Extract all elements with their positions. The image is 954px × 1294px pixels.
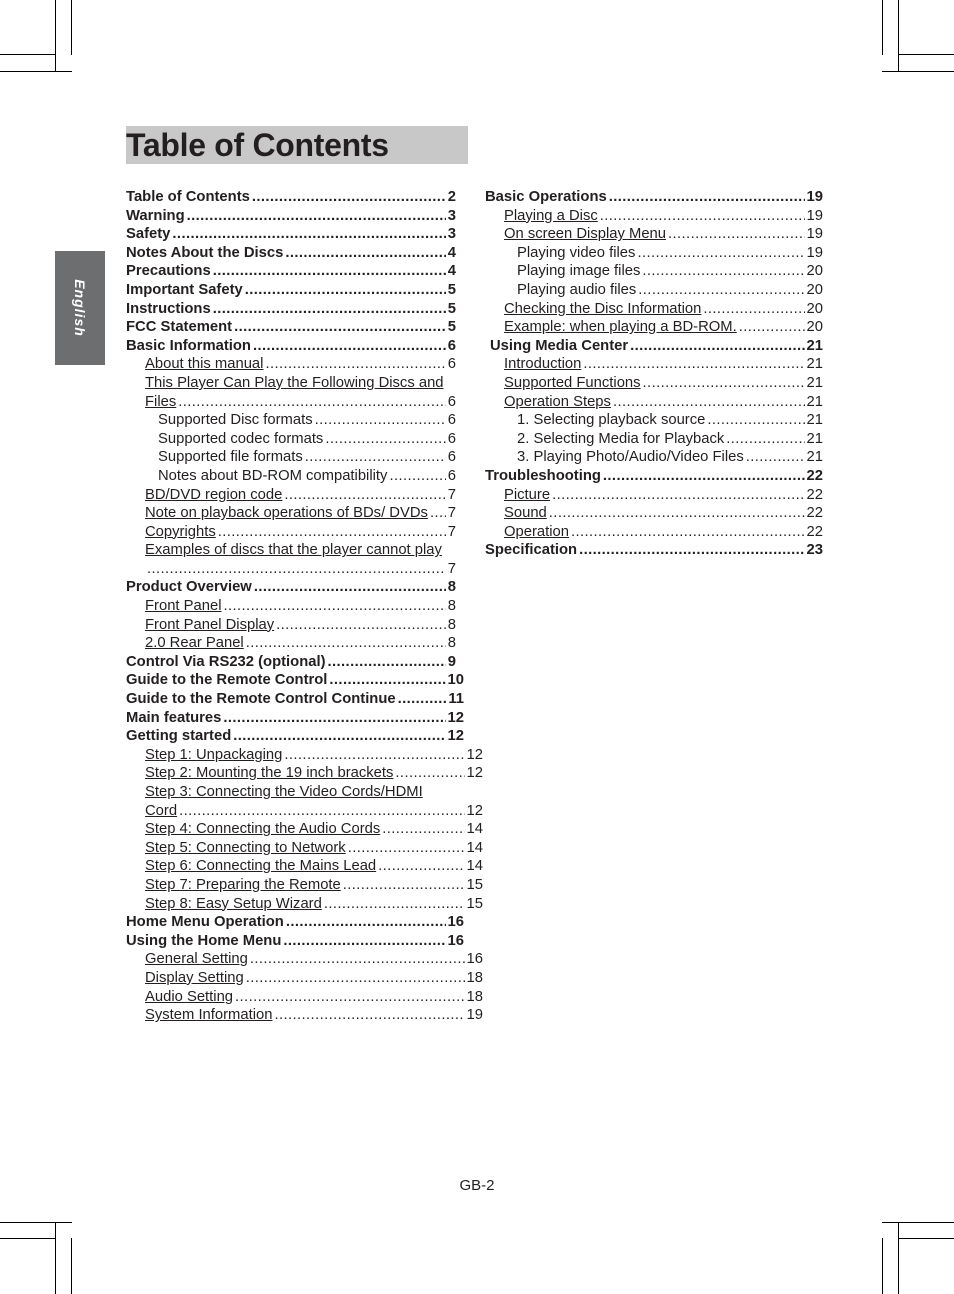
dot-leader — [284, 486, 445, 505]
dot-leader — [583, 355, 804, 374]
toc-entry[interactable] — [126, 318, 456, 337]
toc-entry-page: 15 — [466, 895, 483, 912]
crop-mark — [0, 1222, 72, 1223]
dot-leader — [637, 244, 804, 263]
toc-entry-label: Home Menu Operation — [126, 914, 284, 931]
toc-entry-label: Audio Setting — [145, 988, 234, 1005]
toc-entry[interactable] — [485, 411, 823, 430]
toc-entry[interactable] — [485, 448, 823, 467]
toc-entry-page: 4 — [447, 244, 456, 261]
toc-entry-page: 6 — [447, 337, 456, 354]
toc-entry-label: Playing a Disc — [504, 207, 598, 224]
toc-entry-page: 6 — [447, 412, 456, 429]
dot-leader — [147, 560, 446, 579]
toc-entry-page: 9 — [447, 653, 456, 670]
dot-leader — [739, 318, 805, 337]
toc-entry-page: 14 — [466, 858, 483, 875]
toc-entry[interactable] — [126, 616, 456, 635]
dot-leader — [552, 486, 804, 505]
crop-mark — [899, 1238, 954, 1239]
dot-leader — [253, 337, 446, 356]
toc-entry[interactable] — [126, 504, 456, 523]
toc-entry[interactable] — [485, 486, 823, 505]
crop-mark — [0, 71, 72, 72]
toc-entry-page: 16 — [466, 951, 483, 968]
toc-entry-page: 14 — [466, 839, 483, 856]
toc-entry[interactable] — [126, 225, 456, 244]
crop-mark — [71, 0, 72, 55]
toc-entry[interactable] — [126, 207, 456, 226]
toc-entry[interactable] — [485, 318, 823, 337]
dot-leader — [233, 727, 445, 746]
toc-entry[interactable] — [126, 393, 456, 412]
toc-entry-label: Checking the Disc Information — [504, 300, 702, 317]
toc-entry-label: Supported Functions — [504, 374, 641, 391]
toc-entry-label: System Information — [145, 1007, 273, 1024]
toc-entry[interactable] — [126, 486, 456, 505]
dot-leader — [286, 913, 446, 932]
dot-leader — [246, 969, 465, 988]
toc-entry[interactable] — [485, 355, 823, 374]
toc-entry-page: 16 — [447, 914, 464, 931]
toc-entry[interactable] — [126, 895, 483, 914]
toc-entry-label: Examples of discs that the player cannot play — [145, 542, 442, 559]
toc-entry-label: Note on playback operations of BDs/ DVDs — [145, 505, 428, 522]
toc-entry-page: 3 — [447, 226, 456, 243]
toc-entry-label: Supported file formats — [158, 449, 303, 466]
dot-leader — [325, 430, 445, 449]
toc-entry-page: 5 — [447, 281, 456, 298]
toc-entry[interactable] — [126, 355, 456, 374]
crop-mark — [898, 1222, 899, 1294]
toc-entry-page: 7 — [447, 560, 456, 577]
dot-leader — [285, 244, 445, 263]
toc-entry[interactable] — [485, 188, 823, 207]
toc-entry-label: About this manual — [145, 356, 264, 373]
toc-entry-label: Playing image files — [517, 263, 641, 280]
dot-leader — [265, 355, 445, 374]
dot-leader — [213, 300, 446, 319]
toc-entry-label: Files — [145, 393, 177, 410]
toc-entry[interactable] — [126, 802, 483, 821]
toc-entry[interactable] — [126, 671, 464, 690]
toc-entry-label: Step 7: Preparing the Remote — [145, 876, 341, 893]
dot-leader — [235, 988, 465, 1007]
dot-leader — [178, 393, 446, 412]
toc-entry-page: 20 — [806, 263, 823, 280]
toc-entry-label: Step 4: Connecting the Audio Cords — [145, 821, 381, 838]
toc-entry[interactable] — [126, 839, 483, 858]
toc-entry[interactable] — [485, 523, 823, 542]
toc-entry-page: 21 — [806, 412, 823, 429]
toc-entry-label: Copyrights — [145, 523, 216, 540]
toc-entry-label: Operation — [504, 523, 569, 540]
toc-entry-label: 3. Playing Photo/Audio/Video Files — [517, 449, 744, 466]
toc-entry[interactable] — [126, 783, 483, 802]
toc-entry-label: Important Safety — [126, 281, 243, 298]
toc-entry[interactable] — [126, 820, 483, 839]
toc-entry-label: Step 5: Connecting to Network — [145, 839, 346, 856]
dot-leader — [213, 262, 446, 281]
dot-leader — [328, 653, 446, 672]
toc-entry-label: Guide to the Remote Control Continue — [126, 691, 396, 708]
toc-entry-page: 6 — [447, 449, 456, 466]
dot-leader — [395, 764, 464, 783]
toc-entry-label: Step 3: Connecting the Video Cords/HDMI — [145, 784, 423, 800]
toc-entry[interactable] — [126, 467, 456, 486]
toc-entry-page: 22 — [806, 486, 823, 503]
dot-leader — [630, 337, 804, 356]
toc-entry[interactable] — [126, 764, 483, 783]
toc-entry-page: 19 — [806, 244, 823, 261]
dot-leader — [609, 188, 805, 207]
toc-entry[interactable] — [126, 969, 483, 988]
crop-mark — [899, 54, 954, 55]
toc-entry-label: General Setting — [145, 951, 248, 968]
toc-entry-label: Product Overview — [126, 579, 252, 596]
dot-leader — [703, 300, 804, 319]
toc-entry[interactable] — [485, 467, 823, 486]
dot-leader — [224, 597, 446, 616]
toc-entry-label: Picture — [504, 486, 551, 503]
dot-leader — [348, 839, 465, 858]
toc-entry-page: 19 — [806, 189, 823, 205]
toc-entry-page: 15 — [466, 876, 483, 893]
toc-entry-label: Using the Home Menu — [126, 932, 282, 949]
toc-entry-page: 10 — [447, 672, 464, 689]
toc-entry-page: 5 — [447, 300, 456, 317]
dot-leader — [179, 802, 464, 821]
toc-entry-page: 6 — [447, 430, 456, 447]
toc-entry-page: 16 — [447, 932, 464, 949]
dot-leader — [315, 411, 446, 430]
toc-entry-page: 12 — [466, 802, 483, 819]
dot-leader — [329, 671, 445, 690]
toc-entry-page: 8 — [447, 598, 456, 615]
toc-entry-page: 6 — [447, 467, 456, 484]
dot-leader — [324, 895, 465, 914]
dot-leader — [642, 262, 804, 281]
dot-leader — [284, 746, 464, 765]
crop-mark — [55, 1222, 56, 1294]
toc-entry-label: Notes about BD-ROM compatibility — [158, 467, 388, 484]
dot-leader — [579, 541, 804, 560]
toc-entry[interactable] — [126, 876, 483, 895]
toc-entry[interactable] — [126, 597, 456, 616]
toc-entry-page: 20 — [806, 319, 823, 336]
toc-entry[interactable] — [485, 393, 823, 412]
toc-entry-page: 8 — [447, 579, 456, 596]
toc-entry-label: Step 6: Connecting the Mains Lead — [145, 858, 377, 875]
dot-leader — [398, 690, 447, 709]
dot-leader — [245, 281, 446, 300]
page-number: GB-2 — [459, 1177, 495, 1194]
toc-entry-page: 14 — [466, 821, 483, 838]
dot-leader — [218, 523, 446, 542]
toc-entry-label: 1. Selecting playback source — [517, 412, 706, 429]
dot-leader — [571, 523, 805, 542]
toc-entry[interactable] — [126, 188, 456, 207]
toc-entry-label: Control Via RS232 (optional) — [126, 653, 326, 670]
toc-right-column — [485, 188, 823, 560]
dot-leader — [707, 411, 804, 430]
toc-entry[interactable] — [485, 244, 823, 263]
dot-leader — [378, 857, 464, 876]
crop-mark — [71, 1238, 72, 1294]
toc-entry-label: Main features — [126, 709, 222, 726]
toc-entry-label: Front Panel — [145, 598, 222, 615]
toc-entry[interactable] — [126, 281, 456, 300]
toc-entry[interactable] — [485, 337, 823, 356]
toc-entry-label: Warning — [126, 207, 185, 224]
toc-entry-label: Precautions — [126, 263, 211, 280]
dot-leader — [305, 448, 446, 467]
toc-entry-label: Guide to the Remote Control — [126, 672, 328, 689]
toc-entry[interactable] — [485, 262, 823, 281]
crop-mark — [882, 1238, 883, 1294]
page-title: Table of Contents — [126, 127, 389, 163]
toc-entry[interactable] — [126, 374, 456, 393]
toc-entry-page: 19 — [466, 1007, 483, 1024]
toc-entry-page: 6 — [447, 356, 456, 373]
dot-leader — [549, 504, 805, 523]
toc-entry-label: Sound — [504, 505, 547, 522]
toc-entry-page: 5 — [447, 319, 456, 336]
toc-entry-page: 19 — [806, 226, 823, 243]
toc-entry-label: 2.0 Rear Panel — [145, 635, 244, 652]
toc-entry-page: 11 — [448, 691, 464, 708]
crop-mark — [0, 1238, 55, 1239]
dot-leader — [283, 932, 445, 951]
dot-leader — [343, 876, 465, 895]
toc-entry-label: Notes About the Discs — [126, 244, 284, 261]
toc-entry-page: 8 — [447, 635, 456, 652]
toc-entry[interactable] — [126, 523, 456, 542]
toc-entry-page: 21 — [806, 374, 823, 391]
toc-entry-label: FCC Statement — [126, 319, 233, 336]
toc-entry-page: 21 — [806, 430, 823, 447]
crop-mark — [55, 0, 56, 72]
dot-leader — [276, 616, 446, 635]
toc-entry[interactable] — [126, 690, 464, 709]
toc-entry-label: Table of Contents — [126, 189, 250, 205]
toc-entry[interactable] — [485, 281, 823, 300]
dot-leader — [643, 374, 805, 393]
toc-entry-page: 6 — [447, 393, 456, 410]
toc-entry-label: Troubleshooting — [485, 467, 601, 484]
toc-entry-page: 22 — [806, 467, 823, 484]
toc-entry-page: 23 — [806, 542, 823, 559]
toc-entry[interactable] — [126, 709, 464, 728]
toc-entry[interactable] — [126, 300, 456, 319]
toc-entry-label: Basic Operations — [485, 189, 607, 205]
toc-entry[interactable] — [126, 950, 483, 969]
toc-entry-label: Front Panel Display — [145, 616, 275, 633]
toc-entry-page: 8 — [447, 616, 456, 633]
toc-entry[interactable] — [126, 932, 464, 951]
toc-entry[interactable] — [126, 578, 456, 597]
toc-entry-page: 22 — [806, 523, 823, 540]
toc-entry[interactable] — [126, 541, 456, 560]
toc-entry-label: Instructions — [126, 300, 211, 317]
toc-entry-label: Getting started — [126, 728, 232, 745]
toc-entry-page: 21 — [806, 337, 823, 354]
toc-entry-page: 12 — [466, 746, 483, 763]
toc-entry[interactable] — [126, 634, 456, 653]
toc-entry-label: Using Media Center — [490, 337, 629, 354]
dot-leader — [638, 281, 804, 300]
toc-entry[interactable] — [485, 504, 823, 523]
dot-leader — [223, 709, 445, 728]
toc-entry-label: Step 8: Easy Setup Wizard — [145, 895, 322, 912]
toc-entry-label: Example: when playing a BD-ROM. — [504, 319, 737, 336]
toc-entry[interactable] — [126, 430, 456, 449]
toc-entry-page: 12 — [466, 765, 483, 782]
dot-leader — [726, 430, 804, 449]
dot-leader — [430, 504, 446, 523]
toc-entry[interactable] — [126, 653, 456, 672]
dot-leader — [746, 448, 805, 467]
dot-leader — [274, 1006, 464, 1025]
toc-entry[interactable] — [126, 411, 456, 430]
crop-mark — [882, 0, 883, 55]
toc-entry-label: Playing video files — [517, 244, 636, 261]
dot-leader — [172, 225, 445, 244]
toc-entry[interactable] — [126, 1006, 483, 1025]
toc-entry-page: 20 — [806, 281, 823, 298]
dot-leader — [382, 820, 464, 839]
toc-entry[interactable] — [485, 374, 823, 393]
toc-entry[interactable] — [485, 300, 823, 319]
toc-entry-label: Playing audio files — [517, 281, 637, 298]
toc-entry[interactable] — [126, 337, 456, 356]
toc-entry-page: 19 — [806, 207, 823, 224]
toc-entry[interactable] — [126, 244, 456, 263]
toc-entry-page: 7 — [447, 523, 456, 540]
toc-entry[interactable] — [126, 560, 456, 579]
toc-entry[interactable] — [126, 988, 483, 1007]
toc-entry-label: 2. Selecting Media for Playback — [517, 430, 725, 447]
dot-leader — [600, 207, 805, 226]
toc-entry-label: Supported codec formats — [158, 430, 324, 447]
dot-leader — [254, 578, 446, 597]
toc-entry-label: Cord — [145, 802, 178, 819]
toc-entry[interactable] — [485, 207, 823, 226]
toc-entry-label: Safety — [126, 226, 171, 243]
toc-entry-label: Supported Disc formats — [158, 412, 313, 429]
toc-entry[interactable] — [485, 225, 823, 244]
toc-entry-label: Introduction — [504, 356, 582, 373]
toc-entry-label: Specification — [485, 542, 578, 559]
toc-entry-page: 4 — [447, 263, 456, 280]
crop-mark — [0, 54, 55, 55]
toc-entry-label: Step 1: Unpackaging — [145, 746, 283, 763]
toc-entry-page: 7 — [447, 486, 456, 503]
toc-entry-page: 12 — [447, 728, 464, 745]
toc-entry-page: 18 — [466, 969, 483, 986]
toc-entry[interactable] — [126, 746, 483, 765]
toc-entry-label: Step 2: Mounting the 19 inch brackets — [145, 765, 394, 782]
toc-entry[interactable] — [126, 448, 456, 467]
toc-entry-page: 12 — [447, 709, 464, 726]
toc-entry-page: 21 — [806, 393, 823, 410]
toc-entry-page: 21 — [806, 449, 823, 466]
toc-entry-page: 20 — [806, 300, 823, 317]
toc-entry-label: Basic Information — [126, 337, 251, 354]
toc-entry-page: 7 — [447, 505, 456, 522]
dot-leader — [603, 467, 805, 486]
toc-entry[interactable] — [126, 262, 456, 281]
dot-leader — [668, 225, 805, 244]
toc-entry[interactable] — [485, 541, 823, 560]
toc-entry-label: Display Setting — [145, 969, 244, 986]
toc-left-column — [126, 188, 483, 1025]
crop-mark — [898, 0, 899, 72]
toc-entry[interactable] — [126, 727, 464, 746]
toc-entry-page: 22 — [806, 505, 823, 522]
toc-entry-label: BD/DVD region code — [145, 486, 283, 503]
toc-entry-page: 3 — [447, 207, 456, 224]
dot-leader — [187, 207, 446, 226]
toc-entry-page: 21 — [806, 356, 823, 373]
language-tab-label: English — [72, 279, 88, 337]
toc-entry[interactable] — [485, 430, 823, 449]
toc-entry[interactable] — [126, 913, 464, 932]
toc-entry-label: This Player Can Play the Following Discs and — [145, 374, 444, 391]
toc-entry-page: 18 — [466, 988, 483, 1005]
crop-mark — [882, 1222, 954, 1223]
toc-entry-label: Operation Steps — [504, 393, 611, 410]
dot-leader — [389, 467, 445, 486]
dot-leader — [252, 188, 446, 207]
dot-leader — [613, 393, 805, 412]
crop-mark — [882, 71, 954, 72]
toc-entry-label: On screen Display Menu — [504, 226, 667, 243]
toc-entry[interactable] — [126, 857, 483, 876]
toc-entry-page: 2 — [447, 189, 456, 205]
dot-leader — [246, 634, 446, 653]
dot-leader — [234, 318, 446, 337]
dot-leader — [250, 950, 465, 969]
